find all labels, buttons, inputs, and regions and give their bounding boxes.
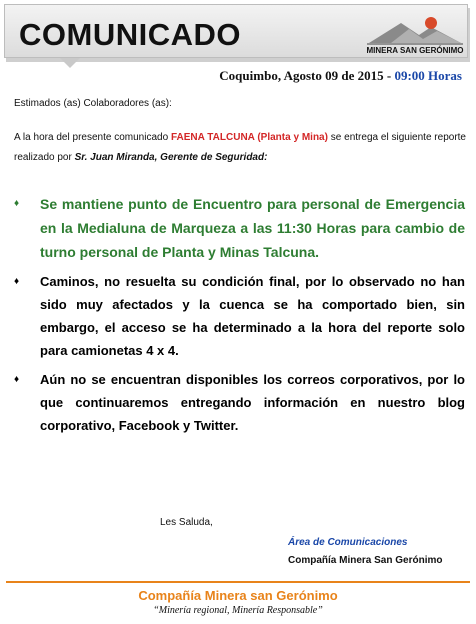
logo-name: MINERA SAN GERÓNIMO: [366, 46, 464, 55]
banner-tail: [60, 58, 80, 68]
report-signer: Sr. Juan Miranda, Gerente de Seguridad:: [74, 152, 268, 163]
date-text: Coquimbo, Agosto 09 de 2015: [219, 68, 384, 83]
footer-tagline: “Minería regional, Minería Responsable”: [153, 605, 323, 616]
time-text: 09:00 Horas: [394, 68, 462, 83]
signature-area: Área de Comunicaciones: [288, 537, 408, 548]
bullet-text: Se mantiene punto de Encuentro para personal de Emergencia en la Medialuna de Marqueza a las 11:30 Horas para cambio de turno personal de Planta y Minas Talcuna.: [40, 196, 465, 260]
list-item: [10, 368, 465, 437]
diamond-bullet-icon: ♦: [14, 276, 20, 287]
faena-name: FAENA TALCUNA (Planta y Mina): [170, 132, 328, 143]
list-item: [10, 192, 465, 264]
diamond-bullet-icon: ♦: [14, 374, 20, 385]
diamond-bullet-icon: ♦: [14, 198, 20, 209]
footer-company: Compañía Minera san Gerónimo: [138, 588, 338, 603]
signature-company: Compañía Minera San Gerónimo: [288, 555, 443, 566]
date-separator: -: [386, 68, 392, 83]
footer-divider: [6, 581, 470, 583]
intro-middle: se entrega el siguiente reporte realizado por: [14, 132, 466, 163]
bullet-text: Caminos, no resuelta su condición final, por lo observado no han sido muy afectados y la cuenca se ha comportado bien, sin embargo, el acceso se ha determinado a la hora del reporte solo para camionetas 4 x 4.: [40, 274, 465, 358]
salutation: Les Saluda,: [160, 517, 213, 528]
intro-paragraph: [14, 128, 466, 168]
mountain-logo-icon: [361, 13, 469, 47]
greeting: Estimados (as) Colaboradores (as):: [14, 98, 172, 109]
header-banner: [4, 4, 468, 58]
date-line: [219, 68, 462, 84]
intro-before: A la hora del presente comunicado: [14, 132, 171, 143]
bullet-text: Aún no se encuentran disponibles los correos corporativos, por lo que continuaremos entregando información en nuestro blog corporativo, Facebook y Twitter.: [40, 372, 465, 433]
company-logo: [361, 13, 469, 59]
list-item: [10, 270, 465, 362]
bullet-list: [10, 192, 465, 443]
page-title: COMUNICADO: [19, 17, 241, 52]
